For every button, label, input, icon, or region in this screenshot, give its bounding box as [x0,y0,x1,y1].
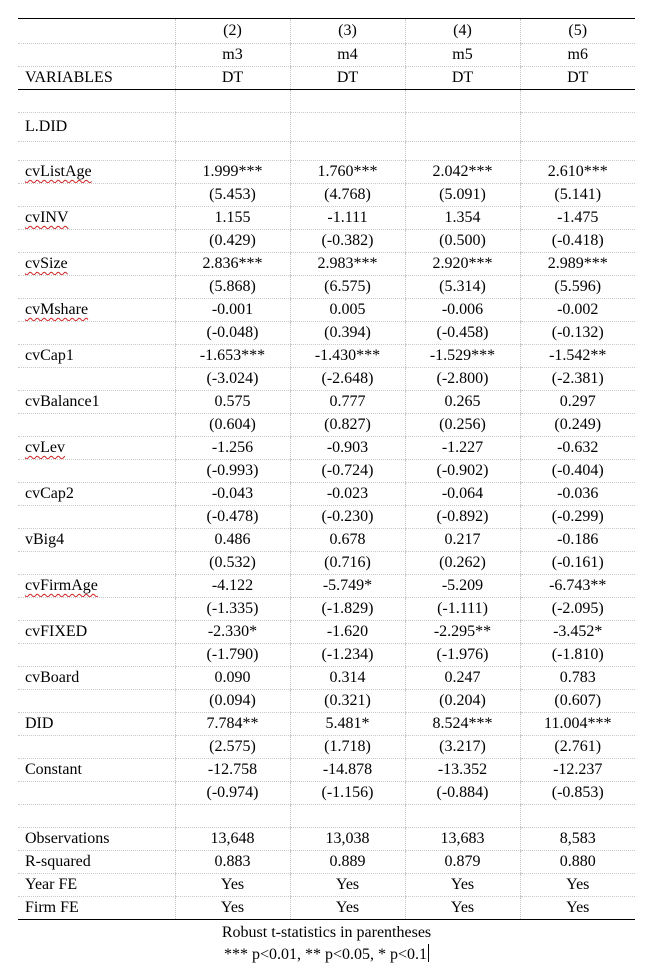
coefficient-cell: -14.878 [290,759,405,782]
coefficient-cell: 0.297 [520,391,635,414]
tstat-cell: (-0.478) [175,506,290,529]
notes-line-1: Robust t-statistics in parentheses [221,924,432,941]
tstat-blank-cell [18,690,175,713]
coefficient-cell: 0.217 [405,529,520,552]
coef-row-cvsize [18,253,635,276]
tstat-row-cvmshare [18,322,635,345]
coefficient-cell: 1.354 [405,207,520,230]
coefficient-cell: 0.314 [290,667,405,690]
dependent-variable: DT [520,67,635,90]
stat-value: 13,683 [405,828,520,851]
coef-row-cvmshare [18,299,635,322]
dependent-variable: DT [175,67,290,90]
tstat-cell: (-1.976) [405,644,520,667]
coefficient-cell: -5.209 [405,575,520,598]
coefficient-cell: 2.610*** [520,161,635,184]
tstat-cell: (-0.382) [290,230,405,253]
coefficient-cell: -1.430*** [290,345,405,368]
ldid-row [18,113,635,142]
tstat-cell: (0.607) [520,690,635,713]
stat-value: Yes [290,897,405,920]
coefficient-cell: 0.777 [290,391,405,414]
variable-name [18,667,175,690]
coefficient-cell: -0.036 [520,483,635,506]
variable-label: DID [25,715,54,732]
coefficient-cell: -0.064 [405,483,520,506]
model-name: m5 [405,44,520,67]
tstat-cell: (0.827) [290,414,405,437]
coefficient-cell: 0.575 [175,391,290,414]
variable-name [18,437,175,460]
coefficient-cell: -1.620 [290,621,405,644]
tstat-row-cvboard [18,690,635,713]
variable-label: cvMshare [25,301,89,318]
header-blank-cell [18,19,175,44]
variable-label: cvLev [25,439,65,456]
coef-row-constant [18,759,635,782]
tstat-cell: (0.500) [405,230,520,253]
tstat-cell: (0.394) [290,322,405,345]
variable-label: Constant [25,761,82,778]
tstat-cell: (0.262) [405,552,520,575]
tstat-row-cvinv [18,230,635,253]
column-number: (2) [175,19,290,44]
coefficient-cell: -2.295** [405,621,520,644]
stat-value: Yes [175,874,290,897]
tstat-cell: (6.575) [290,276,405,299]
model-name: m3 [175,44,290,67]
tstat-cell: (-0.853) [520,782,635,805]
coefficient-cell: 11.004*** [520,713,635,736]
spacer-row [18,142,635,161]
tstat-blank-cell [18,552,175,575]
coefficient-cell: 7.784** [175,713,290,736]
coef-row-cvbalance1 [18,391,635,414]
coefficient-cell: -1.529*** [405,345,520,368]
column-number: (5) [520,19,635,44]
variable-label: cvBoard [25,669,80,686]
header-row-dependent-variable [18,67,635,90]
coefficient-cell: 0.005 [290,299,405,322]
variable-name [18,161,175,184]
column-number: (4) [405,19,520,44]
stat-value: 13,038 [290,828,405,851]
variable-name [18,207,175,230]
tstat-cell: (5.596) [520,276,635,299]
tstat-blank-cell [18,322,175,345]
coefficient-cell: -0.023 [290,483,405,506]
spacer-row [18,805,635,828]
tstat-blank-cell [18,414,175,437]
coefficient-cell: 8.524*** [405,713,520,736]
variable-name [18,713,175,736]
tstat-row-vbig4 [18,552,635,575]
header-blank-cell [18,44,175,67]
stat-row-year-fe [18,874,635,897]
tstat-cell: (-2.648) [290,368,405,391]
coefficient-cell: -3.452* [520,621,635,644]
tstat-cell: (0.249) [520,414,635,437]
coefficient-cell: -2.330* [175,621,290,644]
coefficient-cell: -1.653*** [175,345,290,368]
dependent-variable: DT [405,67,520,90]
regression-table [18,18,635,920]
coef-row-cvinv [18,207,635,230]
coefficient-cell: 1.999*** [175,161,290,184]
tstat-row-constant [18,782,635,805]
stat-label: Firm FE [18,897,175,920]
tstat-cell: (-0.884) [405,782,520,805]
tstat-cell: (-1.810) [520,644,635,667]
tstat-blank-cell [18,736,175,759]
coefficient-cell: -1.475 [520,207,635,230]
tstat-cell: (5.453) [175,184,290,207]
coefficient-cell: -0.002 [520,299,635,322]
tstat-cell: (0.094) [175,690,290,713]
coefficient-cell: -0.001 [175,299,290,322]
stat-value: 0.889 [290,851,405,874]
stat-row-r-squared [18,851,635,874]
coefficient-cell: 5.481* [290,713,405,736]
stat-value: Yes [520,874,635,897]
coefficient-cell: 2.989*** [520,253,635,276]
tstat-blank-cell [18,460,175,483]
tstat-row-cvlistage [18,184,635,207]
coefficient-cell: 0.783 [520,667,635,690]
coefficient-cell: -0.006 [405,299,520,322]
tstat-cell: (-0.404) [520,460,635,483]
tstat-cell: (-0.993) [175,460,290,483]
tstat-cell: (-1.335) [175,598,290,621]
tstat-cell: (-0.724) [290,460,405,483]
tstat-cell: (5.141) [520,184,635,207]
tstat-cell: (-3.024) [175,368,290,391]
coefficient-cell: 0.090 [175,667,290,690]
variable-name [18,759,175,782]
tstat-cell: (0.256) [405,414,520,437]
stat-value: Yes [290,874,405,897]
tstat-cell: (-1.234) [290,644,405,667]
variable-label: cvCap2 [25,485,74,502]
coefficient-cell: 2.042*** [405,161,520,184]
coefficient-cell: 0.678 [290,529,405,552]
dependent-variable: DT [290,67,405,90]
tstat-cell: (-0.418) [520,230,635,253]
coefficient-cell: -0.043 [175,483,290,506]
tstat-cell: (-1.111) [405,598,520,621]
variable-name [18,345,175,368]
tstat-cell: (5.091) [405,184,520,207]
tstat-cell: (4.768) [290,184,405,207]
variable-name [18,391,175,414]
tstat-cell: (5.868) [175,276,290,299]
variable-label: cvCap1 [25,347,74,364]
tstat-blank-cell [18,230,175,253]
tstat-cell: (-0.458) [405,322,520,345]
coefficient-cell: -0.903 [290,437,405,460]
header-row-column-numbers [18,19,635,44]
tstat-cell: (2.575) [175,736,290,759]
coefficient-cell: -5.749* [290,575,405,598]
coefficient-cell: -0.186 [520,529,635,552]
variables-header: VARIABLES [18,67,175,90]
variable-label: cvSize [25,255,68,272]
notes-line-2 [18,944,635,966]
stat-label: Year FE [18,874,175,897]
coefficient-cell: -12.237 [520,759,635,782]
stat-value: 0.883 [175,851,290,874]
coefficient-cell: -13.352 [405,759,520,782]
coefficient-cell: -1.256 [175,437,290,460]
coef-row-cvlistage [18,161,635,184]
tstat-cell: (-2.800) [405,368,520,391]
stat-row-firm-fe [18,897,635,920]
variable-label: cvFIXED [25,623,88,640]
spacer-row [18,90,635,113]
stat-value: Yes [405,897,520,920]
tstat-cell: (2.761) [520,736,635,759]
coef-row-cvfirmage [18,575,635,598]
tstat-cell: (-1.829) [290,598,405,621]
tstat-cell: (0.204) [405,690,520,713]
stat-value: Yes [520,897,635,920]
tstat-cell: (0.429) [175,230,290,253]
tstat-blank-cell [18,368,175,391]
tstat-cell: (-0.299) [520,506,635,529]
tstat-row-cvlev [18,460,635,483]
tstat-row-cvbalance1 [18,414,635,437]
tstat-blank-cell [18,184,175,207]
tstat-cell: (1.718) [290,736,405,759]
tstat-row-cvcap1 [18,368,635,391]
coefficient-cell: 2.836*** [175,253,290,276]
text-cursor [428,944,429,962]
variable-label: vBig4 [25,531,65,548]
coef-row-vbig4 [18,529,635,552]
tstat-cell: (0.604) [175,414,290,437]
coefficient-cell: -1.227 [405,437,520,460]
tstat-blank-cell [18,506,175,529]
stat-value: 13,648 [175,828,290,851]
significance-legend: *** p<0.01, ** p<0.05, * p<0.1 [223,946,428,963]
tstat-cell: (0.321) [290,690,405,713]
tstat-cell: (0.716) [290,552,405,575]
tstat-cell: (-0.230) [290,506,405,529]
stat-value: 0.879 [405,851,520,874]
tstat-cell: (-0.132) [520,322,635,345]
variable-label: cvINV [25,209,69,226]
coefficient-cell: 2.920*** [405,253,520,276]
variable-name [18,575,175,598]
tstat-row-cvfirmage [18,598,635,621]
coefficient-cell: -6.743** [520,575,635,598]
stat-value: 8,583 [520,828,635,851]
tstat-row-cvfixed [18,644,635,667]
tstat-cell: (3.217) [405,736,520,759]
tstat-cell: (-0.161) [520,552,635,575]
tstat-cell: (0.532) [175,552,290,575]
stat-row-observations [18,828,635,851]
coefficient-cell: 0.247 [405,667,520,690]
tstat-blank-cell [18,276,175,299]
variable-name [18,253,175,276]
coefficient-cell: -12.758 [175,759,290,782]
tstat-cell: (-2.095) [520,598,635,621]
column-number: (3) [290,19,405,44]
coefficient-cell: 0.265 [405,391,520,414]
coef-row-cvcap1 [18,345,635,368]
coef-row-cvboard [18,667,635,690]
regression-table-page [18,18,635,963]
tstat-cell: (-0.892) [405,506,520,529]
header-row-model-names [18,44,635,67]
coefficient-cell: 2.983*** [290,253,405,276]
stat-value: 0.880 [520,851,635,874]
stat-label: Observations [18,828,175,851]
variable-name [18,529,175,552]
variable-label: cvFirmAge [25,577,98,594]
model-name: m6 [520,44,635,67]
tstat-blank-cell [18,782,175,805]
tstat-blank-cell [18,644,175,667]
coefficient-cell: -1.542** [520,345,635,368]
tstat-cell: (5.314) [405,276,520,299]
tstat-blank-cell [18,598,175,621]
ldid-label: L.DID [18,113,175,142]
stat-value: Yes [405,874,520,897]
variable-label: cvBalance1 [25,393,100,410]
tstat-cell: (-0.902) [405,460,520,483]
coefficient-cell: 1.155 [175,207,290,230]
tstat-row-did [18,736,635,759]
tstat-cell: (-0.048) [175,322,290,345]
coef-row-cvfixed [18,621,635,644]
tstat-cell: (-0.974) [175,782,290,805]
tstat-cell: (-1.156) [290,782,405,805]
coef-row-cvlev [18,437,635,460]
coef-row-did [18,713,635,736]
coef-row-cvcap2 [18,483,635,506]
stat-label: R-squared [18,851,175,874]
variable-label: cvListAge [25,163,92,180]
model-name: m4 [290,44,405,67]
stat-value: Yes [175,897,290,920]
coefficient-cell: 1.760*** [290,161,405,184]
tstat-cell: (-2.381) [520,368,635,391]
coefficient-cell: -4.122 [175,575,290,598]
coefficient-cell: -0.632 [520,437,635,460]
tstat-cell: (-1.790) [175,644,290,667]
coefficient-cell: -1.111 [290,207,405,230]
tstat-row-cvsize [18,276,635,299]
table-notes [18,922,635,966]
coefficient-cell: 0.486 [175,529,290,552]
variable-name [18,299,175,322]
variable-name [18,621,175,644]
variable-name [18,483,175,506]
tstat-row-cvcap2 [18,506,635,529]
